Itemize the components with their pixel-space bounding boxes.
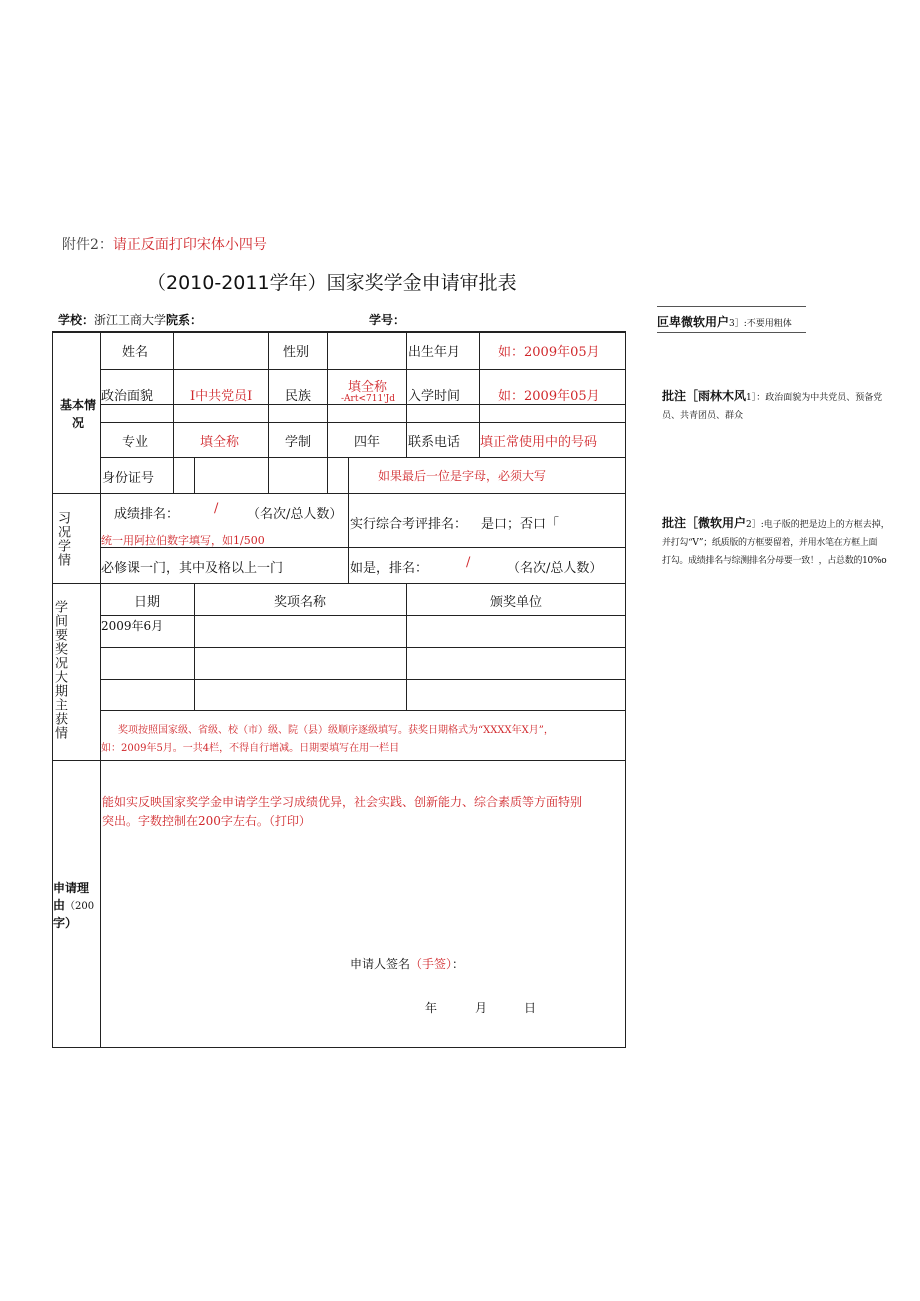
phone-field[interactable]: 填正常使用中的号码 [480,435,598,450]
name-label: 姓名 [122,345,149,360]
reason-label [53,880,94,932]
col-line [406,583,407,710]
basic-info-label: 基本情况 [59,398,96,430]
col-line [194,457,195,493]
ethnicity-field[interactable]: 填全称 [348,380,388,395]
gender-field[interactable] [328,332,405,368]
date-year: 年 [425,1001,438,1015]
row-line [100,679,625,680]
row-line [100,422,625,423]
comment-3-title: 批注［微软用户 [662,516,747,530]
row-line [100,710,625,711]
signature-label: 申请人签名 [350,957,411,971]
awards-col-unit: 颁奖单位 [490,595,543,610]
reason-label-2a: 由 [53,898,66,912]
id-field[interactable]: 如果最后一位是字母，必须大写 [378,469,547,483]
signature-line [350,955,464,972]
date-day: 日 [524,1001,537,1015]
student-id-label: 学号： [369,313,406,327]
row-line [100,369,625,370]
comment-2-title: 批注［雨林木风 [662,389,747,403]
awards-label: 学间要奖况大期主获情 [52,600,67,740]
rank-separator: / [214,501,219,516]
enroll-field[interactable]: 如：2009年05月 [498,389,600,404]
rank-hint: 统一用阿拉伯数字填写，如1/500 [101,534,265,547]
form-title: （2010-2011学年）国家奖学金申请审批表 [147,272,517,294]
ethnicity-label: 民族 [285,389,312,404]
rank-suffix: （名次/总人数） [247,507,343,522]
if-yes-suffix: （名次/总人数） [507,561,603,576]
col-line [348,457,349,493]
award-row-1-date[interactable]: 2009年6月 [101,619,164,633]
row-line [100,615,625,616]
comment-3-line2: 并打勾“V”；纸质版的方框要留着，并用水笔在方框上面 [662,538,878,548]
enroll-label: 入学时间 [408,389,461,404]
name-field[interactable] [174,332,267,368]
reason-label-4: 字） [53,916,78,930]
ethnicity-subhint: -Art<711'Jd [341,394,396,404]
reason-hint-line1: 能如实反映国家奖学金申请学生学习成绩优异，社会实践、创新能力、综合素质等方面特别 [102,795,583,809]
row-line [100,457,625,458]
signature-hint: （手签） [410,957,453,971]
signature-colon: ： [452,957,465,971]
gender-label: 性别 [283,345,310,360]
study-label: 习况学情 [55,511,70,567]
birth-label: 出生年月 [408,345,461,360]
table-right-border [625,331,626,1047]
rank-label: 成绩排名： [114,507,180,522]
eval-label: 实行综合考评排名： [350,517,468,532]
if-yes-separator: / [466,555,471,570]
school-label: 学校： [58,313,95,327]
major-field[interactable]: 填全称 [200,435,240,450]
section-line [52,760,626,761]
col-line [268,457,269,493]
system-label: 学制 [285,435,312,450]
reason-label-2 [53,897,94,915]
birth-field[interactable]: 如：2009年05月 [498,345,600,360]
school-line [58,311,202,328]
reason-label-3: （200 [65,901,95,912]
col-line [268,331,269,457]
row-line [100,647,625,648]
comment-2[interactable] [662,386,918,425]
comment-2-line2: 员、共青团员、群众 [662,411,744,421]
col-line [406,331,407,457]
school-value: 浙江工商大学 [94,313,167,327]
major-label: 专业 [122,435,149,450]
attachment-label: 附件2： [62,237,113,253]
political-label: 政治面貌 [101,389,154,404]
political-field[interactable]: I中共党员I [190,389,253,404]
reason-label-1: 申请理 [53,881,90,895]
comment-3[interactable] [662,513,918,570]
comment-2-text: 1］：政治面貌为中共党员、预备党 [746,393,883,403]
attachment-header [62,234,267,254]
col-line [327,457,328,493]
section-line [52,493,626,494]
col-line [194,583,195,710]
comment-3-text: 2］:电子版的把是边上的方框去掉， [746,520,890,530]
awards-col-date: 日期 [134,595,161,610]
attachment-note: 请正反面打印宋体小四号 [112,237,267,253]
reason-hint-line2: 突出。字数控制在200字左右。（打印） [102,814,311,828]
reason-text-area[interactable] [102,793,624,831]
row-line [100,404,625,405]
comment-1-text: 3］:不要用粗体 [729,319,792,329]
phone-label: 联系电话 [408,435,461,450]
table-bottom-border [52,1047,626,1048]
comment-1-title: 叵卑微软用户 [657,315,730,329]
date-month: 月 [475,1001,488,1015]
eval-options[interactable]: 是口；否口「 [481,517,560,532]
comment-1[interactable] [657,311,792,330]
required-courses: 必修课一门，其中及格以上一门 [101,561,284,576]
id-label: 身份证号 [102,471,155,486]
section-line [52,583,626,584]
comment-1-bottom-rule [657,332,806,333]
system-value: 四年 [354,435,381,450]
label-column-divider [100,331,101,1047]
awards-note-line1: 奖项按照国家级、省级、校（市）级、院（县）级顺序逐级填写。获奖日期格式为“XXXX年X月”， [118,725,554,736]
comment-3-line3: 打勾。成绩排名与综测排名分母要一致！，占总数的10%o [662,556,887,566]
col-line [348,493,349,583]
col-line [173,457,174,493]
awards-note-line2: 如：2009年5月。一共4栏，不得自行增减。日期要填写在用一栏目 [101,743,400,754]
awards-col-name: 奖项名称 [274,595,327,610]
comment-1-top-rule [657,306,806,307]
dept-label: 院系： [166,313,203,327]
if-yes-label: 如是，排名： [350,561,429,576]
